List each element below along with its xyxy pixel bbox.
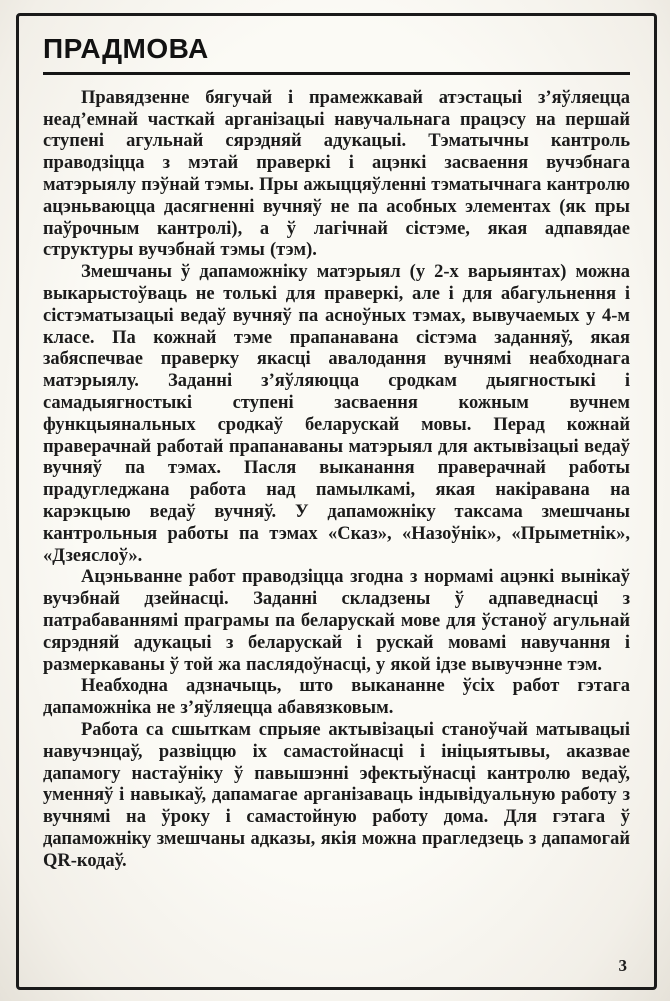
paragraph: Ацэньванне работ праводзіцца згодна з нормамі ацэнкі вынікаў вучэбнай дзейнасці. Заданні складзены ў адпаведнасці з патрабаваннямі праграмы па беларускай мове для ўстаноў агульнай сярэдняй адукацыі з беларускай і рускай мовамі навучання і размеркаваны ў той жа паслядоўнасці, у якой ідзе вывучэнне тэм. [43,567,630,675]
paragraph: Правядзенне бягучай і прамежкавай атэстацыі з’яўляецца неад’емнай часткай арганізацыі навучальнага працэсу на першай ступені агульнай сярэдняй адукацыі. Тэматычны кантроль праводзіцца з мэтай праверкі і ацэнкі засваення вучэбнага матэрыялу пэўнай тэмы. Пры ажыццяўленні тэматычнага кантролю ацэньваюцца дасягненні вучняў не па асобных элементах (як пры паўрочным кантролі), а ў лагічнай сістэме, якая адпавядае структуры вучэбнай тэмы (тэм). [43,87,630,261]
page-border-frame [16,13,657,990]
title-underline [43,72,630,75]
page-title: ПРАДМОВА [43,33,209,64]
paragraph: Змешчаны ў дапаможніку матэрыял (у 2-х варыянтах) можна выкарыстоўваць не толькі для праверкі, але і для абагульнення і сістэматызацыі ведаў вучняў па асноўных тэмах, вывучаемых у 4-м класе. Па кожнай тэме прапанавана сістэма заданняў, якая забяспечвае праверку якасці авалодання вучнямі неабходнага матэрыялу. Заданні з’яўляюцца сродкам дыягностыкі і самадыягностыкі ступені засваення кожным вучнем функцыянальных сродкаў беларускай мовы. Перад кожнай праверачнай работай прапанаваны матэрыял для актывізацыі ведаў вучняў па тэмах. Пасля выканання праверачнай работы прадугледжана работа над памылкамі, якая накіравана на карэкцыю ведаў вучняў. У дапаможніку таксама змешчаны кантрольныя работы па тэмах «Сказ», «Назоўнік», «Прыметнік», «Дзеяслоў». [43,262,630,566]
preface-body [43,88,630,873]
paragraph: Неабходна адзначыць, што выкананне ўсіх работ гэтага дапаможніка не з’яўляецца абавязковым. [43,676,630,719]
paragraph: Работа са сшыткам спрыяе актывізацыі станоўчай матывацыі навучэнцаў, развіццю іх самастойнасці і ініцыятывы, аказвае дапамогу настаўніку ў павышэнні эфектыўнасці кантролю ведаў, уменняў і навыкаў, дапамагае арганізаваць індывідуальную работу з вучнямі на ўроку і самастойную работу дома. Для гэтага ў дапаможніку змешчаны адказы, якія можна прагледзець з дапамогай QR-кодаў. [43,719,630,871]
page-number: 3 [618,956,627,975]
